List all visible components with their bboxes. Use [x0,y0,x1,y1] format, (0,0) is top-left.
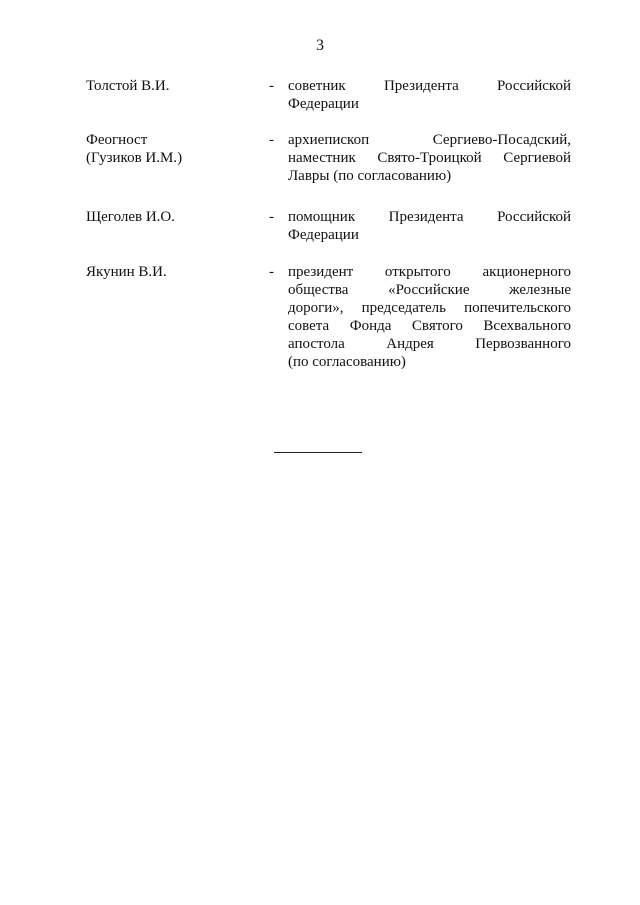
member-name [86,77,256,95]
member-name [86,208,256,226]
member-role-line: президент открытого акционерного [288,264,571,280]
member-role-line: помощник Президента Российской [288,209,571,225]
member-role-line: общества «Российские железные [288,282,571,298]
separator-dash: - [269,132,274,148]
member-role-line: Федерации [288,227,359,243]
member-name [86,131,256,167]
separator-dash: - [269,264,274,280]
member-role [288,131,571,185]
member-name [86,263,256,281]
member-name-line: Щеголев И.О. [86,209,176,225]
member-role-line: дороги», председатель попечительского [288,300,571,316]
page-number: 3 [316,37,324,54]
member-role [288,208,571,244]
member-role [288,77,571,113]
member-name-line: Толстой В.И. [86,78,170,94]
member-role-line: советник Президента Российской [288,78,571,94]
end-of-list-rule [274,452,362,453]
member-name-line: Феогност [86,132,148,148]
member-name-line: Якунин В.И. [86,264,167,280]
member-role-line: Федерации [288,96,359,112]
member-role-line: (по согласованию) [288,354,406,370]
member-role [288,263,571,371]
separator-dash: - [269,209,274,225]
member-role-line: апостола Андрея Первозванного [288,336,571,352]
separator-dash: - [269,78,274,94]
member-role-line: архиепископ Сергиево-Посадский, [288,132,571,148]
member-role-line: наместник Свято-Троицкой Сергиевой [288,150,571,166]
member-name-line: (Гузиков И.М.) [86,150,183,166]
member-role-line: Лавры (по согласованию) [288,168,452,184]
member-role-line: совета Фонда Святого Всехвального [288,318,571,334]
